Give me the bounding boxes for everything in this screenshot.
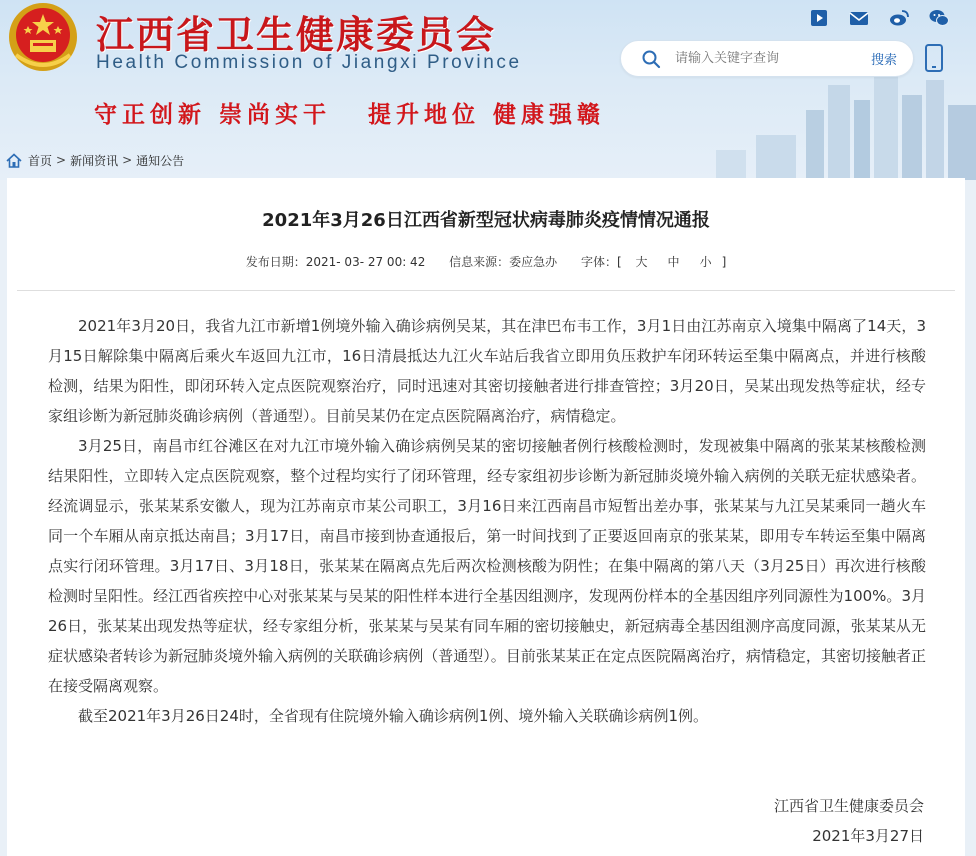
signature: [774, 791, 924, 851]
mobile-icon[interactable]: [924, 44, 944, 72]
publish-date: 2021- 03- 27 00: 42: [305, 255, 426, 269]
signature-date: 2021年3月27日: [812, 827, 924, 845]
search-icon[interactable]: [641, 49, 661, 69]
font-large-button[interactable]: 大: [635, 255, 648, 269]
signature-org: 江西省卫生健康委员会: [773, 797, 924, 815]
wechat-icon[interactable]: [928, 8, 950, 28]
weibo-icon[interactable]: [888, 8, 910, 28]
top-icon-bar: [808, 8, 950, 28]
search-box: [620, 40, 914, 77]
home-icon: [6, 153, 22, 168]
font-label: 字体：[: [581, 255, 622, 269]
mail-icon[interactable]: [848, 8, 870, 28]
national-emblem-icon: [6, 0, 80, 74]
breadcrumb-news[interactable]: 新闻资讯: [70, 153, 119, 168]
paragraph: 2021年3月20日，我省九江市新增1例境外输入确诊病例吴某，其在津巴布韦工作，3月1日由江苏南京入境集中隔离了14天，3月15日解除集中隔离后乘火车返回九江市，16日清晨抵达九江火车站后我省立即用负压救护车闭环转运至集中隔离点，并进行核酸检测，结果为阳性，即闭环转入定点医院观察治疗，同时迅速对其密切接触者进行排查管控；3月20日，吴某出现发热等症状，经专家组诊断为新冠肺炎确诊病例（普通型）。目前吴某仍在定点医院隔离治疗，病情稳定。: [48, 317, 926, 425]
site-header: [0, 0, 976, 180]
breadcrumb-notice[interactable]: 通知公告: [136, 153, 185, 168]
video-icon[interactable]: [808, 8, 830, 28]
divider: [17, 290, 955, 291]
source-info: [449, 255, 557, 269]
article-panel: [7, 178, 965, 856]
search-button[interactable]: 搜索: [871, 49, 897, 68]
source-value: 委应急办: [509, 255, 558, 269]
article-meta: [7, 253, 965, 270]
article-body: [48, 311, 926, 731]
source-label: 信息来源：: [449, 255, 510, 269]
slogan-right: 提升地位 健康强赣: [368, 101, 606, 128]
font-label-end: ]: [721, 255, 727, 269]
site-subtitle: Health Commission of Jiangxi Province: [96, 52, 522, 73]
breadcrumb-separator: >: [56, 153, 67, 167]
article-title: 2021年3月26日江西省新型冠状病毒肺炎疫情情况通报: [262, 210, 710, 231]
font-size-controls: [581, 255, 726, 269]
publish-info: [246, 255, 426, 269]
site-title: 江西省卫生健康委员会: [96, 12, 497, 57]
paragraph: 3月25日，南昌市红谷滩区在对九江市境外输入确诊病例吴某的密切接触者例行核酸检测时，发现被集中隔离的张某某核酸检测结果阳性，立即转入定点医院观察，整个过程均实行了闭环管理，经专家组初步诊断为新冠肺炎境外输入病例的关联无症状感染者。经流调显示，张某某系安徽人，现为江苏南京市某公司职工，3月16日来江西南昌市短暂出差办事，张某某与九江吴某乘同一趟火车同一个车厢从南京抵达南昌；3月17日，南昌市接到协查通报后，第一时间找到了正要返回南京的张某某，即用专车转运至集中隔离点实行闭环管理。3月17日、3月18日，张某某在隔离点先后两次检测核酸为阴性；在集中隔离的第八天（3月25日）再次进行核酸检测时呈阳性。经江西省疾控中心对张某某与吴某的阳性样本进行全基因组测序，发现两份样本的全基因组序列同源性为100%。3月26日，张某某出现发热等症状，经专家组分析，张某某与吴某有同车厢的密切接触史，新冠病毒全基因组测序高度同源，张某某从无症状感染者转诊为新冠肺炎境外输入病例的关联确诊病例（普通型）。目前张某某正在定点医院隔离治疗，病情稳定，其密切接触者正在接受隔离观察。: [48, 437, 926, 695]
breadcrumb-home[interactable]: 首页: [28, 153, 53, 168]
font-medium-button[interactable]: 中: [667, 255, 680, 269]
breadcrumb-separator: >: [122, 153, 133, 167]
publish-label: 发布日期：: [245, 255, 306, 269]
breadcrumb: [6, 150, 184, 170]
font-small-button[interactable]: 小: [699, 255, 712, 269]
search-input[interactable]: [675, 51, 835, 66]
slogan-left: 守正创新 崇尚实干: [94, 101, 332, 128]
paragraph: 截至2021年3月26日24时，全省现有住院境外输入确诊病例1例、境外输入关联确诊病例1例。: [78, 707, 708, 725]
